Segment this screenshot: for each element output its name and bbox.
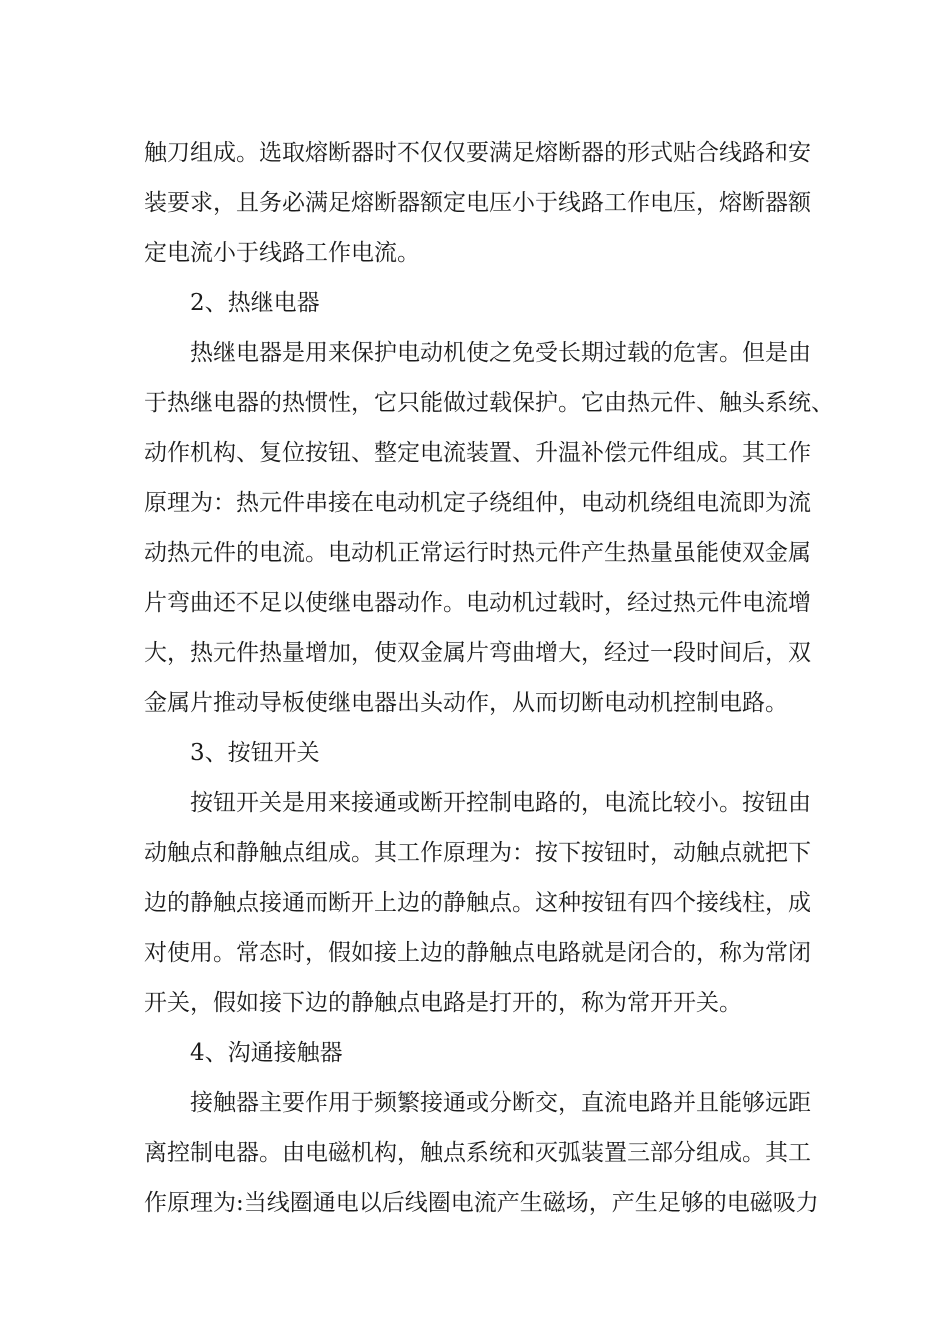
text-line: 触刀组成。选取熔断器时不仅仅要满足熔断器的形式贴合线路和安: [144, 140, 811, 166]
text-line: 于热继电器的热惯性，它只能做过载保护。它由热元件、触头系统、: [144, 390, 834, 416]
paragraph-start: 接触器主要作用于频繁接通或分断交，直流电路并且能够远距: [190, 1090, 811, 1116]
text-line: 离控制电器。由电磁机构，触点系统和灭弧装置三部分组成。其工: [144, 1140, 811, 1166]
paragraph-start: 按钮开关是用来接通或断开控制电路的，电流比较小。按钮由: [190, 790, 811, 816]
text-line: 金属片推动导板使继电器出头动作，从而切断电动机控制电路。: [144, 690, 788, 716]
text-line: 原理为：热元件串接在电动机定子绕组仲，电动机绕组电流即为流: [144, 490, 811, 516]
section-heading-push-button: 3、按钮开关: [190, 740, 320, 766]
text-line: 作原理为:当线圈通电以后线圈电流产生磁场，产生足够的电磁吸力: [144, 1190, 819, 1216]
text-line: 装要求，且务必满足熔断器额定电压小于线路工作电压，熔断器额: [144, 190, 811, 216]
text-line: 开关，假如接下边的静触点电路是打开的，称为常开开关。: [144, 990, 742, 1016]
text-line: 动作机构、复位按钮、整定电流装置、升温补偿元件组成。其工作: [144, 440, 811, 466]
text-line: 大，热元件热量增加，使双金属片弯曲增大，经过一段时间后，双: [144, 640, 811, 666]
text-line: 对使用。常态时，假如接上边的静触点电路就是闭合的，称为常闭: [144, 940, 811, 966]
paragraph-start: 热继电器是用来保护电动机使之免受长期过载的危害。但是由: [190, 340, 811, 366]
text-line: 边的静触点接通而断开上边的静触点。这种按钮有四个接线柱，成: [144, 890, 811, 916]
document-body: [144, 128, 834, 1228]
text-line: 定电流小于线路工作电流。: [144, 240, 420, 266]
text-line: 动触点和静触点组成。其工作原理为：按下按钮时，动触点就把下: [144, 840, 811, 866]
section-heading-contactor: 4、沟通接触器: [190, 1040, 343, 1066]
text-line: 片弯曲还不足以使继电器动作。电动机过载时，经过热元件电流增: [144, 590, 811, 616]
text-line: 动热元件的电流。电动机正常运行时热元件产生热量虽能使双金属: [144, 540, 811, 566]
section-heading-thermal-relay: 2、热继电器: [190, 290, 320, 316]
